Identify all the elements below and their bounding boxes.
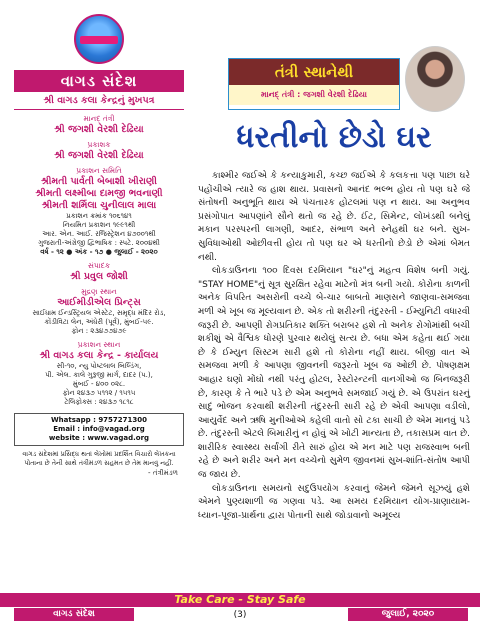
banner-subtitle: માનદ્ તંત્રી : જગશી વેરશી દેઢિયા	[229, 85, 399, 105]
website-address: website : www.vagad.org	[48, 434, 150, 442]
banner-title: તંત્રી સ્થાનેથી	[229, 59, 399, 85]
section-heading: પ્રકાશક	[87, 140, 111, 149]
registration-line: આર. એન. આઈ. રજિસ્ટ્રેશન ૪૭૦૦૧થી	[42, 230, 156, 238]
page-number: (3)	[233, 610, 247, 620]
publisher-name: શ્રી જગશી વેરશી દેઢિયા	[54, 150, 144, 161]
section-heading: પ્રકાશન સમિતિ	[76, 166, 122, 175]
printer-address-line: કોંડીવિટા લેન, અંધેરી (પૂર્વ), મુંબઈ-૫૯.	[44, 318, 154, 326]
office-address-line: મુંબઈ - ૪૦૦ ૦૨૮.	[72, 380, 126, 388]
email-address: Email : info@vagad.org	[53, 425, 145, 433]
article-column	[198, 10, 470, 590]
contact-box	[14, 413, 184, 446]
office-name: શ્રી વાગડ કલા કેન્દ્ર - કાર્યાલય	[39, 350, 159, 361]
printer-address-line: સાઈધામ ઈન્ડસ્ટ્રિયલ એસ્ટેટ, સમૃદ્ધ મંદિર રોડ,	[32, 309, 166, 317]
office-address-line: ફોન ૨૪૩૭ ૫૧૧૨ / ૧૫૧૫	[62, 389, 136, 397]
registration-line: પ્રકાશન ક્રમાંક ૧૦૬૧૪૧	[66, 212, 132, 220]
masthead-column	[14, 10, 184, 590]
section-heading: માનદ્ તંત્રી	[83, 114, 115, 123]
article-paragraph: કાશ્મીર જઈએ કે કન્યાકુમારી, કચ્છ જઈએ કે કલકત્તા પણ પાછા ઘરે પહોંચીએ ત્યારે જ હાશ થાય. પ્રવાસનો આનંદ ભલ્ભ હોય તો પણ ઘરે જે સંતોષની અનુભૂતિ થાય એ પંચતારક હોટલમાં પણ ન થાય. આ અનુભવ પ્રસંગોપાત આપણાંને સૌને થતો જ રહે છે. ઈંટ, સિમેન્ટ, લોખંડથી બનેલું મકાન પરસ્પરની લાગણી, આદર, સંભાળ અને સ્નેહથી ઘર બને. સુખ-સુવિધાઓથી ઓછીવત્તી હોય તો પણ ઘર એ ધરતીનો છેડો છે એમાં બેમત નથી.	[198, 171, 470, 263]
office-address-line: સી-૧૦, ન્યુ પોષ્ટલાલ બિલ્ડિંગ,	[56, 362, 142, 370]
article-title: ધરતીનો છેડો ઘર	[236, 120, 432, 155]
footer-issue-date: જુલાઈ, ૨૦૨૦	[348, 608, 468, 621]
footer-magazine-name: વાગડ સંદેશ	[14, 608, 134, 621]
committee-member: શ્રીમતી શર્મિલા ચુનીલાલ માલા	[41, 200, 157, 211]
section-heading: પ્રકાશન સ્થાન	[77, 340, 121, 349]
disclaimer-sign: - તંત્રીમંડળ	[148, 469, 178, 477]
masthead-subtitle: શ્રી વાગડ કલા કેન્દ્રનું મુખપત્ર	[14, 95, 184, 110]
editorial-banner	[228, 58, 400, 110]
article-body	[198, 170, 470, 523]
masthead-title: વાગડ સંદેશ	[14, 70, 184, 92]
office-address-line: ટેલિફોક્સ : ૨૪૩૭ ૧૮૧૮	[64, 398, 134, 406]
vagad-logo	[74, 14, 124, 64]
article-paragraph: લોકડાઉનના ૧૦૦ દિવસ દરમિયાન "ઘર"નું મહત્વ વિશેષ બની ગયું. "STAY HOME"નું સૂત્ર સુરક્ષિત રહેવા માટેનો મંત્ર બની ગયો. કોરોના કાળની અનેક વિપરિત અસરોની વચ્ચે બે-ચાર બાબતો માણસને જાણવા-સમજવા મળી એ ખૂબ જ મૂલ્યવાન છે. એક તો શરીરની તંદુરસ્તી - ઈમ્યુનિટી વધારવી જરૂરી છે. આપણી રોગપ્રતિકાર શક્તિ બરાબર હશે તો અનેક રોગોમાંથી બચી શકીશું એ વૈશ્વિક ધોરણે પુરવાર થયેલું સત્ય છે. બધા એમ કહેતા થઈ ગયા છે કે ઈમ્યુન સિસ્ટમ સારી હશે તો કોરોના નહીં થાય. બીજી વાત એ સમજવા મળી કે આપણા જીવનની જરૂરતો ખૂબ જ ઓછી છે. પોષણક્ષમ આહાર ઘણો મોંઘો નથી પરંતુ હોટલ, રેસ્ટોરન્ટની વાનગીઓ જ બિનજરૂરી છે, કારણ કે તે ભારે પડે છે એમ અનુભવે સમજાઈ ગયું છે. એ ઉપરાંત ઘરનું સાદું ભોજન કરવાથી શરીરની તંદુરસ્તી સારી રહે છે એવી આપણા વડીલો, આયુર્વેદ અને ઋષિ મુનીઓએ કહેલી વાતો સો ટકા સાચી છે એમ માનવું પડે છે. તંદુરસ્તી એટલે બિમારીનું ન હોવું એ ખોટી માન્યતા છે, તકાસપ્રમ વાત છે. શારીરિક સ્વાસ્થ્ય સર્વાંગી રીતે સારું હોય એ મન માટે પણ રાજસ્વાભ બની રહે છે અને શરીર અને મન વચ્ચેનો સુમેળ જીવનમાં સુખ-શાંતિ-સંતોષ આપી જ જાય છે.	[198, 266, 470, 481]
tagline-bar: Take Care - Stay Safe	[0, 593, 480, 607]
whatsapp-number: Whatsapp : 9757271300	[50, 416, 148, 424]
page-footer	[0, 607, 480, 623]
section-heading: મુદ્રણ સ્થાન	[81, 287, 117, 296]
committee-member: શ્રીમતી લક્ષ્મીબા દામજી ભવનાણી	[35, 188, 163, 199]
printer-address-line: ફોન : ૨૩૪૭૭૪૭૯	[71, 327, 127, 335]
sub-editor-name: શ્રી પ્રવુલ જોશી	[70, 271, 128, 282]
committee-member: શ્રીમતી પાર્વતી બેબાશી ખીરાણી	[41, 176, 157, 187]
registration-line: ગુજરાતી-અંગ્રેજી દ્વિભાષિક : સ્પટે. ૨૦૦૪થી	[38, 239, 160, 247]
section-heading: સંપાદક	[87, 261, 111, 270]
registration-line: નિયમિત પ્રકાશન ૧૯૯૧થી	[62, 221, 136, 229]
printer-name: આઈમીડીએલ પ્રિન્ટ્સ	[57, 297, 141, 308]
article-paragraph: લોકડાઉનના સમયનો સદુઉપયોગ કરવાનું જેમને જેમને સૂઝયું હશે એમને પુણ્યશાળી જ ગણવા પડે. આ સમય દરમિયાન યોગ-પ્રાણાયામ-ધ્યાન-પૂજા-પ્રાર્થના દ્વારા પોતાની સાથે જોડાવાનો અમૂલ્ય	[198, 483, 470, 521]
issue-line: વર્ષ - ૧૨ ● અંક - ૧૭ ● જુલાઈ - ૨૦૨૦	[40, 248, 158, 256]
disclaimer-text: વાગડ સંદેશમાં પ્રસિદ્ધ થતાં લેખોમાં પ્રદર્શિત વિચારો લેખકના પોતાના છે તેની સાથે તંત્રીમંડળ સહમત છે તેમ માનવું નહીં.	[22, 450, 176, 467]
office-address-line: પી. એલ. કાલે ગુરૂજી માર્ગ, દાદર (પ.),	[45, 371, 153, 379]
editor-photo	[405, 46, 465, 112]
editor-name: શ્રી જગશી વેરશી દેઢિયા	[54, 124, 144, 135]
